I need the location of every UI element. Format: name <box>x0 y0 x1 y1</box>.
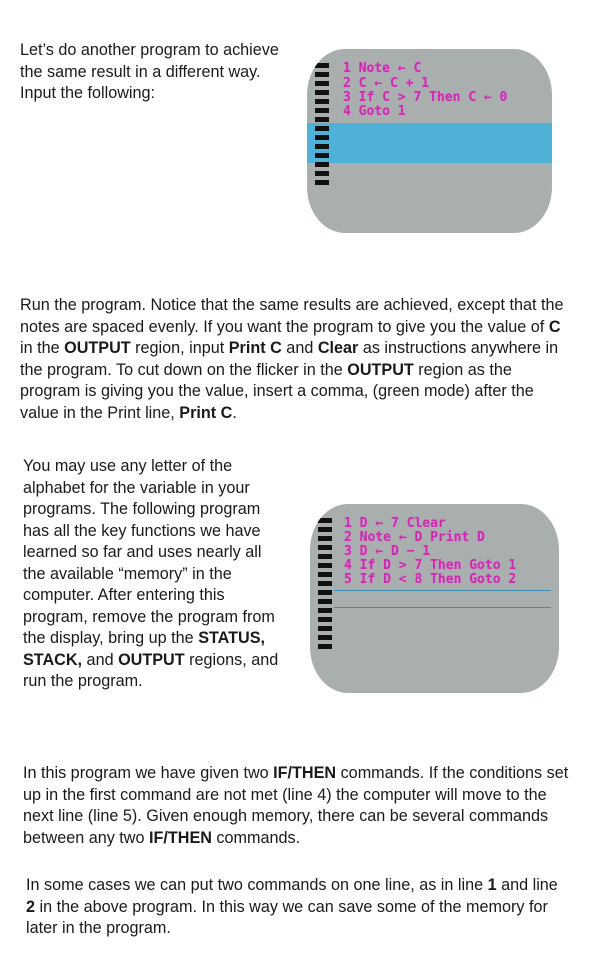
two-commands-paragraph: In some cases we can put two commands on one line, as in line 1 and line 2 in the above program. In this way we can save some of the memory for later in the program. <box>26 876 558 937</box>
intro-paragraph: Let’s do another program to achieve the same result in a different way. Input the following: <box>20 41 279 102</box>
divider-line <box>334 590 551 591</box>
run-paragraph: Run the program. Notice that the same results are achieved, except that the notes are spaced evenly. If you want the program to give you the value of C in the OUTPUT region, input Print C and Clear as instructions anywhere in the program. To cut down on the flicker in the OUTPUT region as the program is giving you the value, insert a comma, (green mode) after the value in the Print line, Print C. <box>20 296 564 422</box>
letter-paragraph: You may use any letter of the alphabet for the variable in your programs. The following program has all the key functions we have learned so far and uses nearly all the available “memory” in the computer. After entering this program, remove the program from the display, bring up the STATUS, STACK, and OUTPUT regions, and run the program. <box>23 457 279 690</box>
code-line-1: 1 Note ← C <box>343 61 422 76</box>
code-line-2: 2 Note ← D Print D <box>344 530 485 545</box>
code-line-5: 5 If D < 8 Then Goto 2 <box>344 572 517 587</box>
tv-screen-2 <box>310 504 559 693</box>
code-line-1: 1 D ← 7 Clear <box>344 516 446 531</box>
line-markers <box>318 518 332 653</box>
code-line-4: 4 Goto 1 <box>343 104 406 119</box>
code-line-3: 3 D ← D − 1 <box>344 544 431 559</box>
tv-screen-1 <box>307 49 552 233</box>
code-line-2: 2 C ← C + 1 <box>343 76 430 91</box>
status-band <box>307 123 552 163</box>
divider-line <box>334 607 551 608</box>
ifthen-paragraph: In this program we have given two IF/THEN commands. If the conditions set up in the first command are not met (line 4) the computer will move to the next line (line 5). Given enough memory, there can be several commands between any two IF/THEN commands. <box>23 764 569 847</box>
line-markers <box>315 63 329 189</box>
code-line-3: 3 If C > 7 Then C ← 0 <box>343 90 508 105</box>
code-line-4: 4 If D > 7 Then Goto 1 <box>344 558 517 573</box>
